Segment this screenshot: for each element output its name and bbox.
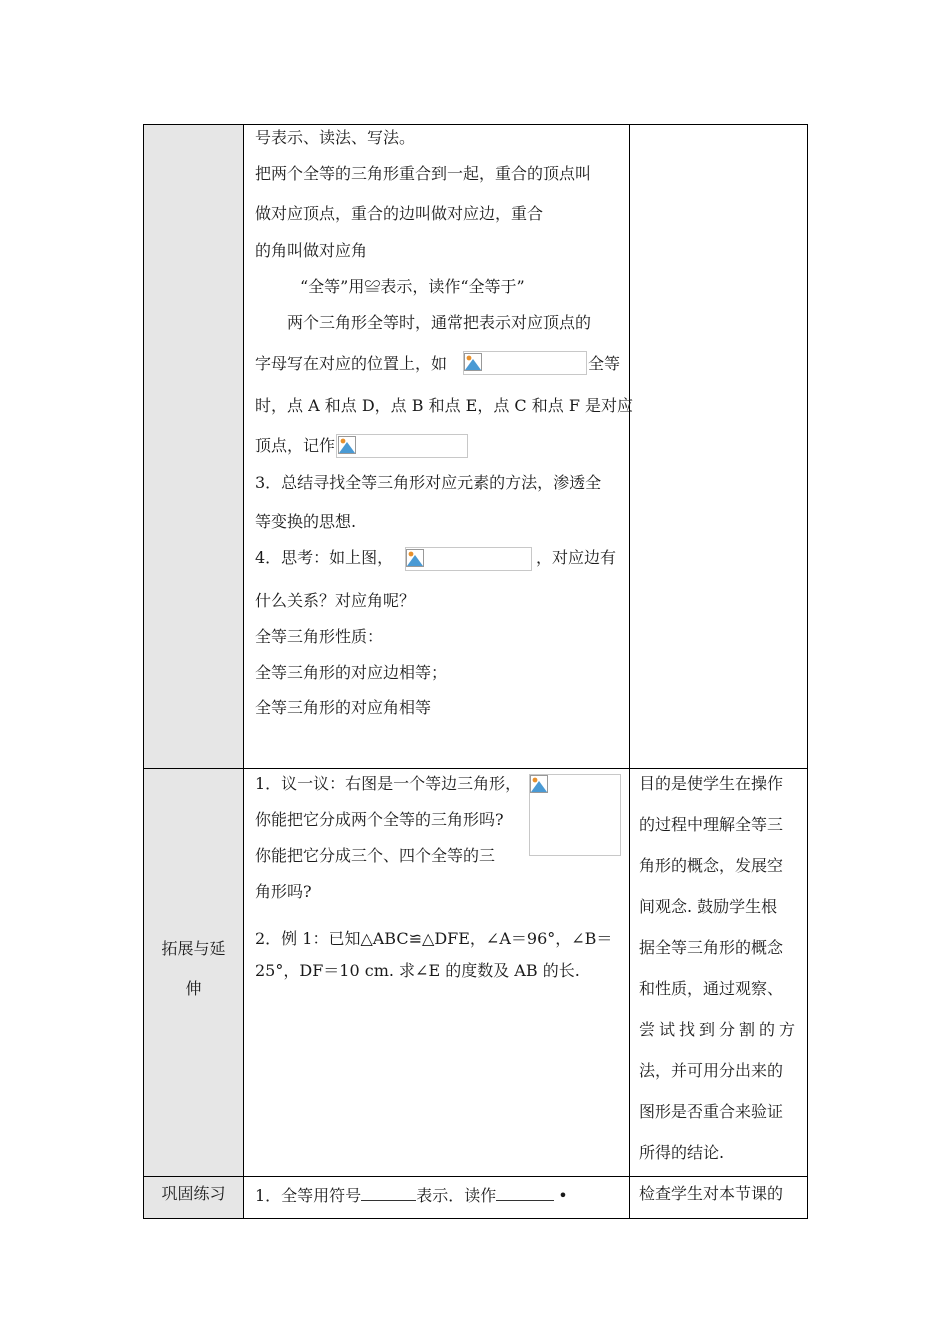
answer-blank-2[interactable] [496, 1184, 554, 1201]
row2-label-line2: 伸 [185, 979, 202, 998]
row2-content-3: 你能把它分成三个、四个全等的三 [255, 846, 496, 865]
column-divider-2 [629, 124, 630, 1219]
row2-note-4: 间观念. 鼓励学生根 [639, 897, 778, 916]
row2-content-4: 角形吗? [255, 882, 312, 901]
column-divider-1 [243, 124, 244, 1219]
row2-note-2: 的过程中理解全等三 [639, 815, 784, 834]
row2-note-5: 据全等三角形的概念 [639, 938, 784, 957]
row1-line-15: 全等三角形的对应边相等； [255, 663, 448, 682]
image-placeholder-icon [406, 549, 424, 567]
row1-line-4: 的角叫做对应角 [255, 241, 368, 260]
row1-line-3: 做对应顶点，重合的边叫做对应边，重合 [255, 204, 544, 223]
row2-note-1: 目的是使学生在操作 [639, 774, 784, 793]
image-placeholder-icon [464, 353, 482, 371]
row1-line-5: “全等”用≌表示，读作“全等于” [300, 277, 525, 296]
row3-content-c: • [558, 1186, 568, 1205]
formula-image-3 [405, 547, 532, 571]
row3-content-a: 1．全等用符号 [255, 1186, 362, 1205]
row3-label: 巩固练习 [161, 1184, 226, 1203]
row1-line-6: 两个三角形全等时，通常把表示对应顶点的 [287, 313, 592, 332]
row1-line-12: 4．思考：如上图， [255, 548, 394, 567]
row2-note-7: 尝试找到分割的方 [639, 1020, 800, 1039]
row2-content-5: 2．例 1：已知△ABC≌△DFE，∠A＝96°，∠B＝ [255, 929, 613, 948]
row1-line-14: 全等三角形性质： [255, 627, 384, 646]
row2-note-8: 法，并可用分出来的 [639, 1061, 784, 1080]
row2-note-6: 和性质，通过观察、 [639, 979, 784, 998]
row2-content-6: 25°，DF＝10 cm. 求∠E 的度数及 AB 的长. [255, 961, 580, 980]
row2-note-10: 所得的结论. [639, 1143, 725, 1162]
row1-line-8: 时，点 A 和点 D，点 B 和点 E，点 C 和点 F 是对应 [255, 396, 634, 415]
row1-line-7b: 全等 [588, 354, 621, 373]
row1-line-2: 把两个全等的三角形重合到一起，重合的顶点叫 [255, 164, 592, 183]
row3-content-b: 表示．读作 [416, 1186, 497, 1205]
table-border-right [807, 124, 808, 1219]
row2-label-line1: 拓展与延 [161, 939, 226, 958]
row2-content-1: 1．议一议：右图是一个等边三角形， [255, 774, 522, 793]
row1-line-12b: ，对应边有 [536, 548, 617, 567]
row-divider-2 [143, 1176, 808, 1177]
image-placeholder-icon [338, 436, 356, 454]
row2-note-3: 角形的概念，发展空 [639, 856, 784, 875]
row3-note: 检查学生对本节课的 [639, 1184, 784, 1203]
image-placeholder-icon [530, 775, 548, 793]
row-divider-1 [143, 768, 808, 769]
row1-line-11: 等变换的思想. [255, 512, 357, 531]
row1-line-7: 字母写在对应的位置上，如 [255, 354, 448, 373]
row2-note-9: 图形是否重合来验证 [639, 1102, 784, 1121]
row1-line-13: 什么关系？对应角呢？ [255, 591, 416, 610]
row1-line-1: 号表示、读法、写法。 [255, 128, 416, 147]
row1-line-16: 全等三角形的对应角相等 [255, 698, 432, 717]
label-column-bg [144, 125, 243, 1218]
row1-line-10: 3．总结寻找全等三角形对应元素的方法，渗透全 [255, 473, 602, 492]
row3-content [255, 1184, 568, 1206]
row2-content-2: 你能把它分成两个全等的三角形吗? [255, 810, 504, 829]
row1-line-9: 顶点，记作 [255, 436, 336, 455]
answer-blank-1[interactable] [361, 1184, 416, 1201]
table-border-left [143, 124, 144, 1219]
